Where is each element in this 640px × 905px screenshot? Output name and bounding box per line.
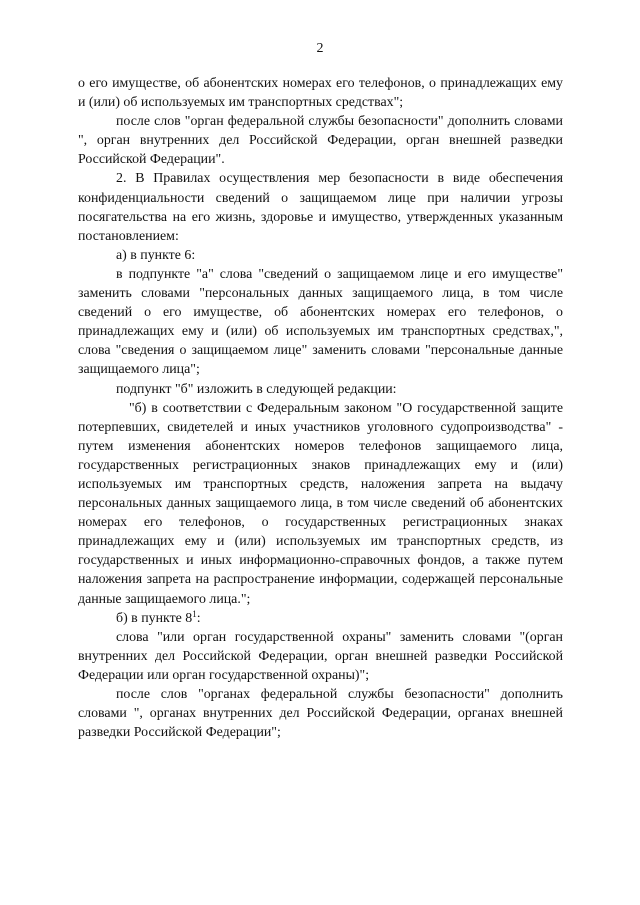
paragraph: о его имуществе, об абонентских номерах его телефонов, о принадлежащих ему и (или) об используемых им транспортных средствах"; (78, 76, 563, 111)
paragraph: 2. В Правилах осуществления мер безопасности в виде обеспечения конфиденциальности сведений о защищаемом лице при наличии угрозы посягательства на его жизнь, здоровье и имущество, утвержденных указанным постановлением: (78, 171, 563, 244)
superscript: 1 (192, 608, 197, 619)
paragraph: "б) в соответствии с Федеральным законом "О государственной защите потерпевших, свидетелей и иных участников уголовного судопроизводства" - путем изменения абонентских номеров телефонов защищаемого лица, государственных регистрационных знаков принадлежащих ему и (или) используемых им транспортных средств, наложения запрета на выдачу персональных данных защищаемого лица, в том числе сведений об абонентских номерах его телефонов, о государственных регистрационных знаках принадлежащих ему и (или) используемых им транспортных средств, из государственных и иных информационно-справочных фондов, а также путем наложения запрета на распространение информации, содержащей персональные данные защищаемого лица."; (78, 400, 563, 607)
paragraph-with-superscript (78, 609, 563, 628)
paragraph: после слов "орган федеральной службы безопасности" дополнить словами ", орган внутренних дел Российской Федерации, орган внешней разведки Российской Федерации". (78, 114, 563, 168)
paragraph: после слов "органах федеральной службы безопасности" дополнить словами ", органах внутренних дел Российской Федерации, органах внешней разведки Российской Федерации"; (78, 687, 563, 741)
paragraph-tail: : (196, 610, 201, 626)
paragraph: подпункт "б" изложить в следующей редакции: (116, 381, 397, 397)
document-body (78, 74, 563, 742)
paragraph: а) в пункте 6: (116, 247, 196, 263)
page-number: 2 (316, 41, 324, 56)
paragraph-text: б) в пункте 8 (116, 610, 193, 626)
paragraph: слова "или орган государственной охраны" заменить словами "(орган внутренних дел Российской Федерации, орган внешней разведки Российской Федерации или орган государственной охраны)"; (78, 629, 563, 683)
paragraph: в подпункте "а" слова "сведений о защищаемом лице и его имуществе" заменить словами "персональных данных защищаемого лица, в том числе сведений о его имуществе, об абонентских номерах его телефонов, о принадлежащих ему и (или) об используемых им транспортных средствах,", слова "сведения о защищаемом лице" заменить словами "персональные данные защищаемого лица"; (78, 266, 563, 378)
